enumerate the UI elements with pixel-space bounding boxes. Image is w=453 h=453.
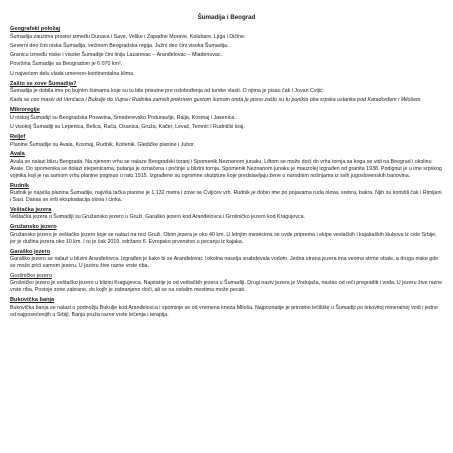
section-paragraph: Granicu između niske i visoke Šumadije čini linija Lazarevac – Aranđelovac – Mladenovac. [10,52,222,59]
section-heading: Gružansko jezero [10,224,57,231]
section-paragraph: Garaško jezero se nalazi u blizini Aranđelovca. Izgrađen je kako bi se Aranđelovac i okolna naselja snabdevala vodom. Jedna strana jezera ima veoma strme obale, a druga niske gde se može prići samom jezeru. U jezeru žive razne vrste riba. [10,256,439,270]
section-paragraph: Planine Šumadije su Avala, Kosmaj, Rudnik, Kotlenik. Gledićke planine i Juhor. [10,141,196,148]
section-heading: Zašto se zove Šumadija? [10,80,77,87]
document-body [10,26,443,319]
section-paragraph: Šumadija zauzima prostor između Dunava i Save, Velike i Zapadne Morave, Kolubare, Ljiga i Dičine. [10,33,246,40]
section-paragraph: U niskoj Šumadiji su Beogradska Posavina, Smederevsko Podunavlje, Ralja, Kosmaj i Jasenica. [10,114,236,121]
document-title: Šumadija i Beograd [197,14,256,21]
section-paragraph: Gružansko jezero je veštačko jezero koje se nalazi na reci Gruži. Obim jezera je oko 40 km. U letnjim mesecima se ovde priprema i ekipe veslačkih i kajakaških klubova iz cele Srbije, jer je dužina jezera oko 10 km. I tu je čak 2019. održano 6. Evropsko prvenstvo u pecanju iz kajaka. [10,231,437,245]
section-paragraph: Kada se ceo masiv od Venčaca i Bukulje do Vujna i Rudnika zamisli prekriven gustom šumom onda je jasno zašto su tu ponikla oba srpska ustanka pod Karađorđem i Milošem. [10,97,422,104]
section-paragraph: Grošničko jezero je veštačko jezero u blizini Kragujevca. Najstarije je od veštačkih jezera u Šumadiji. Drugi naziv jezera je Vodojaža, nastao od reči pregraditi i voda. U jezeru žive razne vrste riba. Postoje zone zabrane, do kojih je zabranjeno doći, ali se na ostalim mestima može pecati. [10,280,443,294]
section-paragraph: Rudnik je najviša planina Šumadije, najviša tačka planine je 1 132 metra i zove se Cvijićev vrh. Rudnik je dobio ime po pojavama ruda olova, srebra, bakra. Njih su koristili čak i Rimljani i Sasi. Danas se vrši eksploatacija olova i cinka. [10,190,442,204]
section-heading: Mikroregije [10,107,40,114]
section-paragraph: Površina Šumadije sa Beogradom je 6 070 km². [10,61,123,68]
section-heading: Veštačka jezera [10,206,52,213]
section-paragraph: Avala se nalazi blizu Beograda. Na njenom vrhu se nalaze Beogradski toranj i Spomenik Neznanom junaku. Liftom se može doći do vrha tornja sa koga se vidi na Beograd i okolinu Avale. Do spomenika se dolazi stepenicama, putanja je označena i počinje u blizini tornja. Spomenik Neznanom junaku je mauzolej izgrađen od granita 1938. Podignut je u ime srpskog vojnika koji je na samom vrhu planine poginuo u ratu 1915. Izgrađene su ogromne skulpture koje predstavljaju žene u narodnim nošnjama iz svih jugoslovenskih banovina. [10,158,442,179]
section-paragraph: Bukovička banja se nalazi u podnožju Bukulje kod Aranđelovca i spominje se od vremena kneza Miloša. Najpoznatije je prirodno lečilište u Šumadiji po lekovitoj mineralnoj vodi i jedno od najposećenijih u Srbiji. Banja pruža razne vrste lečenja i terapija. [10,304,438,318]
section-heading: Grošničko jezero [10,272,52,279]
section-paragraph: Severni deo čini niska Šumadija, većinom Beogradska regija. Južni deo čini visoka Šumadija. [10,42,229,49]
section-heading: Bukovička banja [10,297,55,304]
section-heading: Avala [10,151,25,158]
section-heading: Geografski položaj [10,26,61,32]
section-heading: Rudnik [10,182,29,189]
section-paragraph: U najvećem delu vlada umereno-kontinentalna klima. [10,70,135,77]
section-heading: Garaško jezero [10,248,51,255]
section-paragraph: Veštačka jezera u Šumadiji su Gružansko jezero u Gruži, Garaško jezero kod Aranđelovca i Grošničko jezero kod Kragujevca. [10,214,306,221]
section-heading: Reljef [10,134,26,140]
section-paragraph: U visokoj Šumadiji su Lepenica, Belica, Rača, Osanica, Gruža, Kačer, Levač, Temnić i Rudnički kraj. [10,124,245,131]
section-paragraph: Šumadija je dobila ime po bujnim šumama koje su tu bile prisutne pre oslobođenja od turske vlasti. O njima je pisao čak i Jovan Cvijić: [10,88,325,95]
